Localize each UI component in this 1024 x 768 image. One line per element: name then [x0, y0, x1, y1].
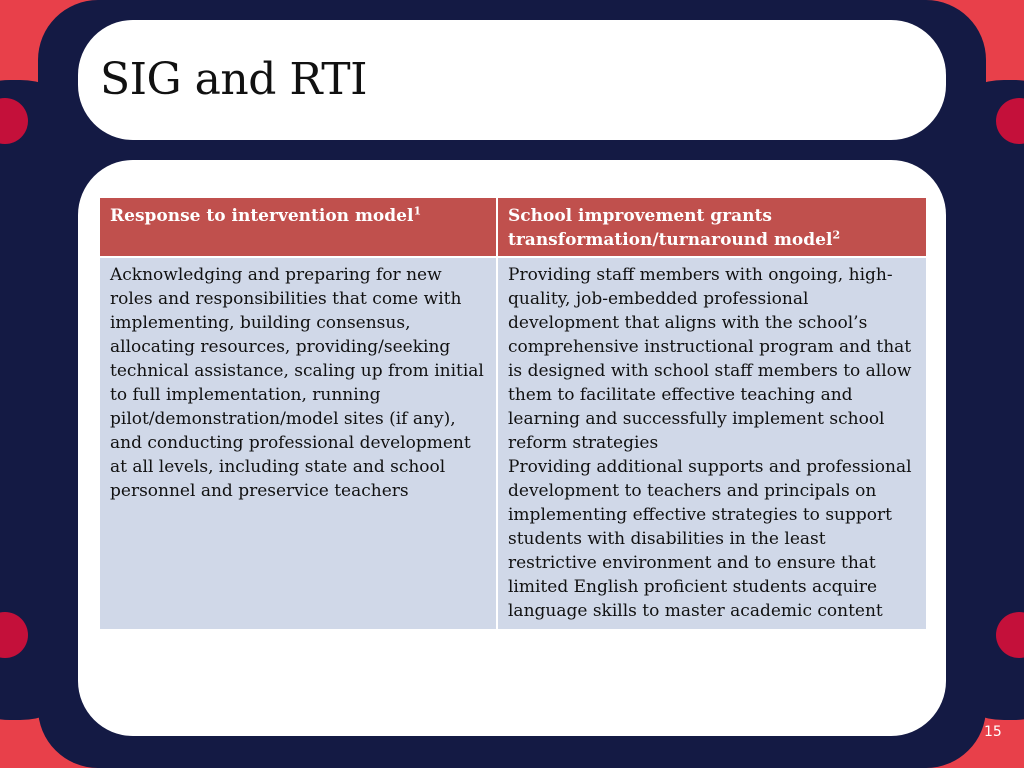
comparison-table [100, 198, 926, 629]
cell-rti-description: Acknowledging and preparing for new roles and responsibilities that come with implementing, building consensus, allocating resources, providing/seeking technical assistance, scaling up from initial to full implementation, running pilot/demonstration/model sites (if any), and conducting professional development at all levels, including state and school personnel and preservice teachers [100, 257, 497, 629]
page-number: 15 [984, 724, 1002, 740]
footnote-marker: 2 [832, 228, 841, 242]
sig-item-2: Providing additional supports and professional development to teachers and principals on implementing effective strategies to support students with disabilities in the least restrictive environment and to ensure that limited English proficient students acquire language skills to master academic content [508, 457, 912, 621]
sig-item-1: Providing staff members with ongoing, high-quality, job-embedded professional development that aligns with the school’s comprehensive instructional program and that is designed with school staff members to allow them to facilitate effective teaching and learning and successfully implement school reform strategies [508, 265, 912, 453]
table-row [100, 257, 926, 629]
cell-sig-description [497, 257, 926, 629]
header-sig-model: School improvement grants transformation/turnaround model$^2$ [497, 198, 926, 257]
table-header-row [100, 198, 926, 257]
header-rti-model: Response to intervention model$^1$ [100, 198, 497, 257]
page-title: SIG and RTI [100, 54, 367, 105]
footnote-marker: 1 [413, 204, 422, 218]
